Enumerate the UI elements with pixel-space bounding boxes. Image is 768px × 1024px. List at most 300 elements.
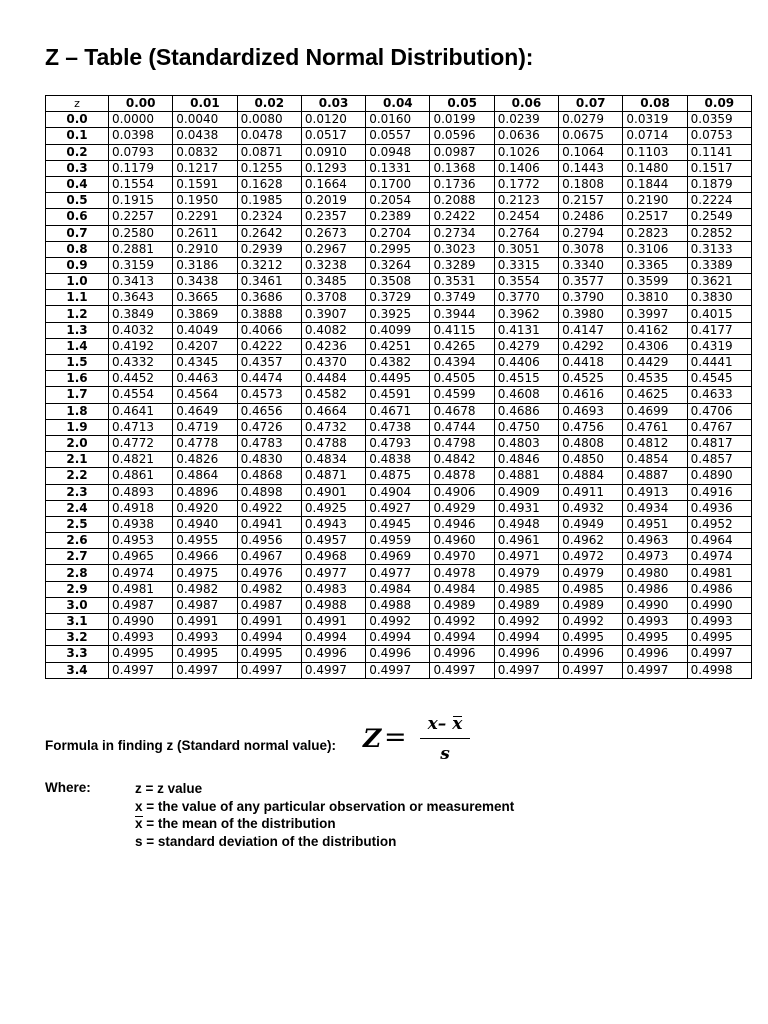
table-cell: 0.4992 bbox=[366, 614, 430, 630]
row-header: 0.2 bbox=[46, 144, 109, 160]
table-cell: 0.4989 bbox=[494, 597, 558, 613]
table-row bbox=[46, 452, 752, 468]
table-cell: 0.4987 bbox=[173, 597, 237, 613]
table-cell: 0.4938 bbox=[109, 516, 173, 532]
table-cell: 0.4997 bbox=[301, 662, 365, 678]
table-cell: 0.3554 bbox=[494, 274, 558, 290]
table-cell: 0.4948 bbox=[494, 516, 558, 532]
table-cell: 0.4991 bbox=[173, 614, 237, 630]
row-header: 3.0 bbox=[46, 597, 109, 613]
table-cell: 0.4793 bbox=[366, 435, 430, 451]
table-cell: 0.4890 bbox=[687, 468, 751, 484]
table-row bbox=[46, 662, 752, 678]
table-cell: 0.0596 bbox=[430, 128, 494, 144]
row-header: 1.5 bbox=[46, 355, 109, 371]
table-cell: 0.3577 bbox=[559, 274, 623, 290]
table-row bbox=[46, 160, 752, 176]
table-cell: 0.4868 bbox=[237, 468, 301, 484]
column-header: 0.00 bbox=[109, 96, 173, 112]
table-cell: 0.4993 bbox=[623, 614, 687, 630]
table-cell: 0.4608 bbox=[494, 387, 558, 403]
table-cell: 0.4984 bbox=[430, 581, 494, 597]
table-row bbox=[46, 565, 752, 581]
row-header: 2.4 bbox=[46, 500, 109, 516]
row-header: 2.1 bbox=[46, 452, 109, 468]
table-cell: 0.2357 bbox=[301, 209, 365, 225]
table-cell: 0.4994 bbox=[301, 630, 365, 646]
table-cell: 0.1255 bbox=[237, 160, 301, 176]
table-cell: 0.4319 bbox=[687, 338, 751, 354]
table-cell: 0.4911 bbox=[559, 484, 623, 500]
table-cell: 0.4988 bbox=[301, 597, 365, 613]
table-cell: 0.4931 bbox=[494, 500, 558, 516]
table-cell: 0.4887 bbox=[623, 468, 687, 484]
formula-denominator: s bbox=[440, 744, 450, 764]
table-cell: 0.0871 bbox=[237, 144, 301, 160]
table-cell: 0.4996 bbox=[430, 646, 494, 662]
formula-fraction bbox=[420, 712, 470, 765]
table-cell: 0.4633 bbox=[687, 387, 751, 403]
table-cell: 0.4988 bbox=[366, 597, 430, 613]
table-cell: 0.4850 bbox=[559, 452, 623, 468]
table-cell: 0.4564 bbox=[173, 387, 237, 403]
table-row bbox=[46, 484, 752, 500]
table-cell: 0.4131 bbox=[494, 322, 558, 338]
table-cell: 0.4997 bbox=[430, 662, 494, 678]
table-cell: 0.4945 bbox=[366, 516, 430, 532]
table-cell: 0.1026 bbox=[494, 144, 558, 160]
table-row bbox=[46, 322, 752, 338]
table-cell: 0.1103 bbox=[623, 144, 687, 160]
table-cell: 0.3289 bbox=[430, 257, 494, 273]
table-cell: 0.3133 bbox=[687, 241, 751, 257]
table-cell: 0.4955 bbox=[173, 533, 237, 549]
table-cell: 0.4772 bbox=[109, 435, 173, 451]
row-header: 0.9 bbox=[46, 257, 109, 273]
table-cell: 0.4952 bbox=[687, 516, 751, 532]
table-cell: 0.1406 bbox=[494, 160, 558, 176]
formula-numerator bbox=[420, 712, 470, 736]
table-row bbox=[46, 355, 752, 371]
table-cell: 0.4918 bbox=[109, 500, 173, 516]
table-cell: 0.4960 bbox=[430, 533, 494, 549]
table-cell: 0.3729 bbox=[366, 290, 430, 306]
row-header: 2.3 bbox=[46, 484, 109, 500]
table-cell: 0.4998 bbox=[687, 662, 751, 678]
table-cell: 0.3810 bbox=[623, 290, 687, 306]
table-cell: 0.2324 bbox=[237, 209, 301, 225]
table-cell: 0.4996 bbox=[366, 646, 430, 662]
table-cell: 0.4974 bbox=[109, 565, 173, 581]
table-cell: 0.4996 bbox=[559, 646, 623, 662]
table-cell: 0.3051 bbox=[494, 241, 558, 257]
table-cell: 0.4821 bbox=[109, 452, 173, 468]
table-row bbox=[46, 128, 752, 144]
table-cell: 0.4977 bbox=[366, 565, 430, 581]
table-cell: 0.1443 bbox=[559, 160, 623, 176]
table-cell: 0.4066 bbox=[237, 322, 301, 338]
table-cell: 0.3790 bbox=[559, 290, 623, 306]
table-cell: 0.1331 bbox=[366, 160, 430, 176]
table-cell: 0.1554 bbox=[109, 176, 173, 192]
table-cell: 0.4965 bbox=[109, 549, 173, 565]
table-row bbox=[46, 225, 752, 241]
row-header: 0.1 bbox=[46, 128, 109, 144]
table-cell: 0.2939 bbox=[237, 241, 301, 257]
formula-label: Formula in finding z (Standard normal value): bbox=[45, 738, 337, 753]
table-cell: 0.4207 bbox=[173, 338, 237, 354]
row-header: 1.3 bbox=[46, 322, 109, 338]
table-row bbox=[46, 419, 752, 435]
definition-text: x = the value of any particular observation or measurement bbox=[135, 798, 515, 814]
table-cell: 0.4826 bbox=[173, 452, 237, 468]
table-cell: 0.4979 bbox=[494, 565, 558, 581]
table-cell: 0.4968 bbox=[301, 549, 365, 565]
table-cell: 0.4993 bbox=[687, 614, 751, 630]
table-cell: 0.4934 bbox=[623, 500, 687, 516]
table-cell: 0.4922 bbox=[237, 500, 301, 516]
table-cell: 0.0714 bbox=[623, 128, 687, 144]
table-cell: 0.4834 bbox=[301, 452, 365, 468]
table-cell: 0.1064 bbox=[559, 144, 623, 160]
table-cell: 0.3413 bbox=[109, 274, 173, 290]
row-header: 3.2 bbox=[46, 630, 109, 646]
table-cell: 0.4332 bbox=[109, 355, 173, 371]
table-cell: 0.2389 bbox=[366, 209, 430, 225]
table-cell: 0.2019 bbox=[301, 193, 365, 209]
row-header: 1.8 bbox=[46, 403, 109, 419]
table-cell: 0.3531 bbox=[430, 274, 494, 290]
table-cell: 0.4929 bbox=[430, 500, 494, 516]
table-cell: 0.3749 bbox=[430, 290, 494, 306]
table-row bbox=[46, 144, 752, 160]
table-cell: 0.0000 bbox=[109, 112, 173, 128]
table-cell: 0.4978 bbox=[430, 565, 494, 581]
table-cell: 0.4306 bbox=[623, 338, 687, 354]
table-cell: 0.4099 bbox=[366, 322, 430, 338]
table-cell: 0.3997 bbox=[623, 306, 687, 322]
table-cell: 0.4345 bbox=[173, 355, 237, 371]
table-cell: 0.4943 bbox=[301, 516, 365, 532]
table-cell: 0.0636 bbox=[494, 128, 558, 144]
table-cell: 0.4997 bbox=[687, 646, 751, 662]
table-cell: 0.3907 bbox=[301, 306, 365, 322]
table-cell: 0.4981 bbox=[109, 581, 173, 597]
table-cell: 0.4573 bbox=[237, 387, 301, 403]
table-cell: 0.3438 bbox=[173, 274, 237, 290]
table-cell: 0.4967 bbox=[237, 549, 301, 565]
table-cell: 0.0040 bbox=[173, 112, 237, 128]
table-cell: 0.0438 bbox=[173, 128, 237, 144]
definition-x bbox=[135, 798, 514, 816]
table-cell: 0.4664 bbox=[301, 403, 365, 419]
table-row bbox=[46, 274, 752, 290]
table-cell: 0.4582 bbox=[301, 387, 365, 403]
table-cell: 0.4909 bbox=[494, 484, 558, 500]
table-cell: 0.4982 bbox=[237, 581, 301, 597]
fraction-bar bbox=[420, 738, 470, 739]
table-cell: 0.4990 bbox=[623, 597, 687, 613]
table-cell: 0.3340 bbox=[559, 257, 623, 273]
table-row bbox=[46, 403, 752, 419]
table-cell: 0.4554 bbox=[109, 387, 173, 403]
row-header: 0.8 bbox=[46, 241, 109, 257]
table-cell: 0.4162 bbox=[623, 322, 687, 338]
table-cell: 0.4980 bbox=[623, 565, 687, 581]
table-cell: 0.0160 bbox=[366, 112, 430, 128]
table-cell: 0.4966 bbox=[173, 549, 237, 565]
table-cell: 0.4994 bbox=[494, 630, 558, 646]
table-cell: 0.3186 bbox=[173, 257, 237, 273]
table-cell: 0.1664 bbox=[301, 176, 365, 192]
table-cell: 0.4535 bbox=[623, 371, 687, 387]
table-cell: 0.4854 bbox=[623, 452, 687, 468]
table-cell: 0.3643 bbox=[109, 290, 173, 306]
definition-z bbox=[135, 780, 514, 798]
row-header: 1.0 bbox=[46, 274, 109, 290]
table-cell: 0.0832 bbox=[173, 144, 237, 160]
table-cell: 0.4625 bbox=[623, 387, 687, 403]
column-header: 0.06 bbox=[494, 96, 558, 112]
table-cell: 0.2794 bbox=[559, 225, 623, 241]
table-cell: 0.1985 bbox=[237, 193, 301, 209]
table-cell: 0.0793 bbox=[109, 144, 173, 160]
table-cell: 0.4857 bbox=[687, 452, 751, 468]
table-cell: 0.4429 bbox=[623, 355, 687, 371]
definition-s bbox=[135, 833, 514, 851]
table-cell: 0.1591 bbox=[173, 176, 237, 192]
table-cell: 0.4177 bbox=[687, 322, 751, 338]
table-cell: 0.2764 bbox=[494, 225, 558, 241]
table-cell: 0.3159 bbox=[109, 257, 173, 273]
table-cell: 0.4357 bbox=[237, 355, 301, 371]
row-header: 0.6 bbox=[46, 209, 109, 225]
table-row bbox=[46, 581, 752, 597]
z-column-header: z bbox=[46, 96, 109, 112]
definition-xbar bbox=[135, 815, 514, 833]
table-cell: 0.2673 bbox=[301, 225, 365, 241]
table-cell: 0.4656 bbox=[237, 403, 301, 419]
table-cell: 0.3888 bbox=[237, 306, 301, 322]
table-cell: 0.4893 bbox=[109, 484, 173, 500]
definition-text: = the mean of the distribution bbox=[142, 816, 336, 832]
table-cell: 0.1950 bbox=[173, 193, 237, 209]
table-cell: 0.2224 bbox=[687, 193, 751, 209]
table-cell: 0.4987 bbox=[237, 597, 301, 613]
table-row bbox=[46, 516, 752, 532]
table-cell: 0.3708 bbox=[301, 290, 365, 306]
table-cell: 0.4082 bbox=[301, 322, 365, 338]
row-header: 2.5 bbox=[46, 516, 109, 532]
table-cell: 0.1179 bbox=[109, 160, 173, 176]
table-cell: 0.4545 bbox=[687, 371, 751, 387]
table-cell: 0.4964 bbox=[687, 533, 751, 549]
table-cell: 0.4941 bbox=[237, 516, 301, 532]
table-body bbox=[46, 112, 752, 679]
table-row bbox=[46, 371, 752, 387]
table-cell: 0.4993 bbox=[109, 630, 173, 646]
table-cell: 0.4972 bbox=[559, 549, 623, 565]
table-cell: 0.3962 bbox=[494, 306, 558, 322]
table-cell: 0.4761 bbox=[623, 419, 687, 435]
table-cell: 0.2123 bbox=[494, 193, 558, 209]
table-cell: 0.4953 bbox=[109, 533, 173, 549]
table-cell: 0.4474 bbox=[237, 371, 301, 387]
table-cell: 0.4884 bbox=[559, 468, 623, 484]
table-cell: 0.0239 bbox=[494, 112, 558, 128]
table-cell: 0.0120 bbox=[301, 112, 365, 128]
table-cell: 0.4997 bbox=[559, 662, 623, 678]
table-row bbox=[46, 209, 752, 225]
row-header: 0.0 bbox=[46, 112, 109, 128]
table-cell: 0.4864 bbox=[173, 468, 237, 484]
formula-lhs: Z bbox=[363, 724, 382, 753]
table-cell: 0.4192 bbox=[109, 338, 173, 354]
table-row bbox=[46, 176, 752, 192]
table-cell: 0.4719 bbox=[173, 419, 237, 435]
table-cell: 0.4418 bbox=[559, 355, 623, 371]
table-cell: 0.0557 bbox=[366, 128, 430, 144]
table-cell: 0.4265 bbox=[430, 338, 494, 354]
row-header: 2.8 bbox=[46, 565, 109, 581]
table-cell: 0.0398 bbox=[109, 128, 173, 144]
table-cell: 0.4979 bbox=[559, 565, 623, 581]
table-cell: 0.3264 bbox=[366, 257, 430, 273]
table-cell: 0.4699 bbox=[623, 403, 687, 419]
table-cell: 0.3315 bbox=[494, 257, 558, 273]
table-cell: 0.4452 bbox=[109, 371, 173, 387]
table-cell: 0.4959 bbox=[366, 533, 430, 549]
table-cell: 0.3389 bbox=[687, 257, 751, 273]
table-cell: 0.4913 bbox=[623, 484, 687, 500]
table-cell: 0.2734 bbox=[430, 225, 494, 241]
table-cell: 0.4975 bbox=[173, 565, 237, 581]
row-header: 2.0 bbox=[46, 435, 109, 451]
table-cell: 0.3621 bbox=[687, 274, 751, 290]
table-cell: 0.3461 bbox=[237, 274, 301, 290]
table-cell: 0.4983 bbox=[301, 581, 365, 597]
table-cell: 0.2549 bbox=[687, 209, 751, 225]
table-cell: 0.4970 bbox=[430, 549, 494, 565]
table-cell: 0.4726 bbox=[237, 419, 301, 435]
table-cell: 0.4878 bbox=[430, 468, 494, 484]
table-cell: 0.4756 bbox=[559, 419, 623, 435]
table-cell: 0.3365 bbox=[623, 257, 687, 273]
table-cell: 0.4641 bbox=[109, 403, 173, 419]
table-cell: 0.4995 bbox=[623, 630, 687, 646]
table-cell: 0.4982 bbox=[173, 581, 237, 597]
column-header: 0.02 bbox=[237, 96, 301, 112]
table-cell: 0.4996 bbox=[494, 646, 558, 662]
table-cell: 0.4115 bbox=[430, 322, 494, 338]
table-cell: 0.4995 bbox=[237, 646, 301, 662]
row-header: 1.1 bbox=[46, 290, 109, 306]
table-cell: 0.4484 bbox=[301, 371, 365, 387]
table-cell: 0.4977 bbox=[301, 565, 365, 581]
row-header: 1.7 bbox=[46, 387, 109, 403]
numerator-x: x bbox=[427, 714, 438, 734]
table-cell: 0.4370 bbox=[301, 355, 365, 371]
table-cell: 0.4927 bbox=[366, 500, 430, 516]
table-cell: 0.4049 bbox=[173, 322, 237, 338]
row-header: 0.3 bbox=[46, 160, 109, 176]
table-cell: 0.1628 bbox=[237, 176, 301, 192]
table-cell: 0.4406 bbox=[494, 355, 558, 371]
table-cell: 0.4906 bbox=[430, 484, 494, 500]
definition-text: s = standard deviation of the distribution bbox=[135, 833, 397, 849]
table-cell: 0.4898 bbox=[237, 484, 301, 500]
table-cell: 0.4989 bbox=[430, 597, 494, 613]
table-cell: 0.4997 bbox=[173, 662, 237, 678]
table-cell: 0.0675 bbox=[559, 128, 623, 144]
table-cell: 0.3078 bbox=[559, 241, 623, 257]
table-cell: 0.4991 bbox=[237, 614, 301, 630]
table-row bbox=[46, 338, 752, 354]
table-cell: 0.2995 bbox=[366, 241, 430, 257]
table-cell: 0.4994 bbox=[366, 630, 430, 646]
table-cell: 0.3023 bbox=[430, 241, 494, 257]
table-cell: 0.4732 bbox=[301, 419, 365, 435]
table-cell: 0.4984 bbox=[366, 581, 430, 597]
row-header: 0.5 bbox=[46, 193, 109, 209]
table-row bbox=[46, 614, 752, 630]
table-cell: 0.4987 bbox=[109, 597, 173, 613]
table-cell: 0.4515 bbox=[494, 371, 558, 387]
table-cell: 0.2454 bbox=[494, 209, 558, 225]
table-cell: 0.4649 bbox=[173, 403, 237, 419]
column-header: 0.01 bbox=[173, 96, 237, 112]
table-cell: 0.4032 bbox=[109, 322, 173, 338]
table-cell: 0.4838 bbox=[366, 452, 430, 468]
table-cell: 0.4994 bbox=[237, 630, 301, 646]
table-cell: 0.4936 bbox=[687, 500, 751, 516]
table-cell: 0.3869 bbox=[173, 306, 237, 322]
z-table bbox=[45, 95, 752, 679]
table-row bbox=[46, 257, 752, 273]
table-row bbox=[46, 646, 752, 662]
table-cell: 0.4394 bbox=[430, 355, 494, 371]
table-cell: 0.4996 bbox=[301, 646, 365, 662]
table-cell: 0.4881 bbox=[494, 468, 558, 484]
table-cell: 0.1293 bbox=[301, 160, 365, 176]
table-cell: 0.2157 bbox=[559, 193, 623, 209]
table-cell: 0.4842 bbox=[430, 452, 494, 468]
row-header: 1.9 bbox=[46, 419, 109, 435]
numerator-minus: – bbox=[437, 714, 453, 734]
row-header: 1.4 bbox=[46, 338, 109, 354]
table-cell: 0.1480 bbox=[623, 160, 687, 176]
table-cell: 0.4808 bbox=[559, 435, 623, 451]
table-cell: 0.4463 bbox=[173, 371, 237, 387]
table-cell: 0.4992 bbox=[559, 614, 623, 630]
row-header: 2.6 bbox=[46, 533, 109, 549]
table-cell: 0.4896 bbox=[173, 484, 237, 500]
table-cell: 0.4985 bbox=[559, 581, 623, 597]
table-cell: 0.0478 bbox=[237, 128, 301, 144]
table-cell: 0.3238 bbox=[301, 257, 365, 273]
table-cell: 0.4997 bbox=[237, 662, 301, 678]
column-header: 0.08 bbox=[623, 96, 687, 112]
table-cell: 0.2642 bbox=[237, 225, 301, 241]
table-cell: 0.4962 bbox=[559, 533, 623, 549]
table-cell: 0.3106 bbox=[623, 241, 687, 257]
table-cell: 0.4969 bbox=[366, 549, 430, 565]
table-cell: 0.4932 bbox=[559, 500, 623, 516]
table-row bbox=[46, 193, 752, 209]
table-cell: 0.3770 bbox=[494, 290, 558, 306]
table-cell: 0.4946 bbox=[430, 516, 494, 532]
table-cell: 0.4997 bbox=[494, 662, 558, 678]
